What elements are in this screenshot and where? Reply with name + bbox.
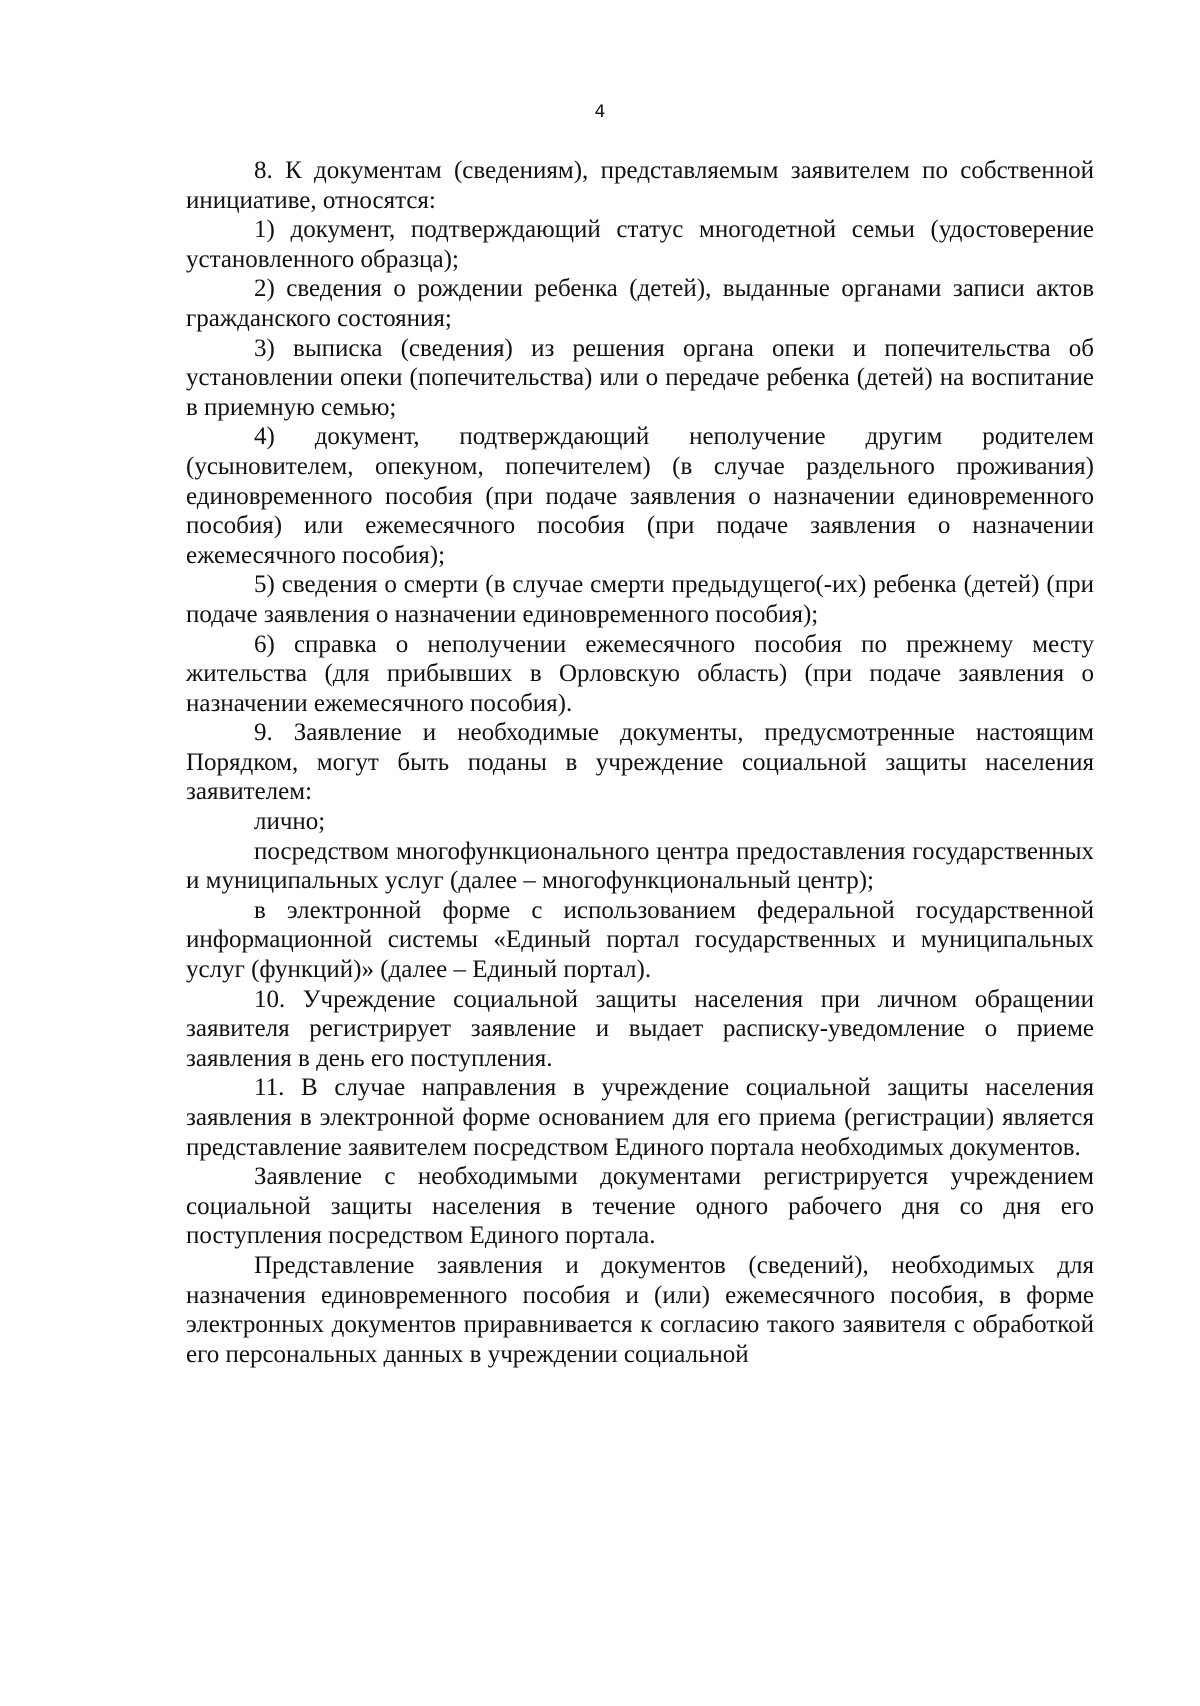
list-item-3: 3) выписка (сведения) из решения органа опеки и попечительства об установлении опеки (попечительства) или о передаче ребенка (детей) на воспитание в приемную семью; [186,334,1094,421]
list-item-1: 1) документ, подтверждающий статус многодетной семьи (удостоверение установленного образца); [186,216,1094,273]
paragraph-11-consent: Представление заявления и документов (сведений), необходимых для назначения единовременного пособия и (или) ежемесячного пособия, в форме электронных документов приравнивается к согласию такого заявителя с обработкой его персональных данных в учреждении социальной [186,1251,1094,1368]
page-number: 4 [594,102,606,122]
paragraph-9-option-electronic: в электронной форме с использованием федеральной государственной информационной системы «Единый портал государственных и муниципальных услуг (функций)» (далее – Единый портал). [186,896,1094,984]
paragraph-9: 9. Заявление и необходимые документы, предусмотренные настоящим Порядком, могут быть поданы в учреждение социальной защиты населения заявителем: [186,719,1094,806]
list-item-2: 2) сведения о рождении ребенка (детей), выданные органами записи актов гражданского состояния; [186,275,1094,332]
list-item-4: 4) документ, подтверждающий неполучение другим родителем (усыновителем, опекуном, попечителем) (в случае раздельного проживания) единовременного пособия (при подаче заявления о назначении единовременного пособия) или ежемесячного пособия (при подаче заявления о назначении ежемесячного пособия); [186,423,1094,569]
document-body [186,156,1094,1369]
paragraph-8-intro: 8. К документам (сведениям), представляемым заявителем по собственной инициативе, относятся: [186,157,1094,214]
paragraph-11: 11. В случае направления в учреждение социальной защиты населения заявления в электронной форме основанием для его приема (регистрации) является представление заявителем посредством Единого портала необходимых документов. [186,1074,1094,1161]
list-item-5: 5) сведения о смерти (в случае смерти предыдущего(-их) ребенка (детей) (при подаче заявления о назначении единовременного пособия); [186,571,1094,628]
paragraph-9-option-mfc: посредством многофункционального центра предоставления государственных и муниципальных услуг (далее – многофункциональный центр); [186,837,1094,895]
paragraph-11-registration: Заявление с необходимыми документами регистрируется учреждением социальной защиты населения в течение одного рабочего дня со дня его поступления посредством Единого портала. [186,1163,1094,1250]
paragraph-9-option-in-person: лично; [254,808,326,836]
list-item-6: 6) справка о неполучении ежемесячного пособия по прежнему месту жительства (для прибывших в Орловскую область) (при подаче заявления о назначении ежемесячного пособия). [186,630,1094,717]
paragraph-10: 10. Учреждение социальной защиты населения при личном обращении заявителя регистрирует заявление и выдает расписку-уведомление о приеме заявления в день его поступления. [186,985,1094,1072]
